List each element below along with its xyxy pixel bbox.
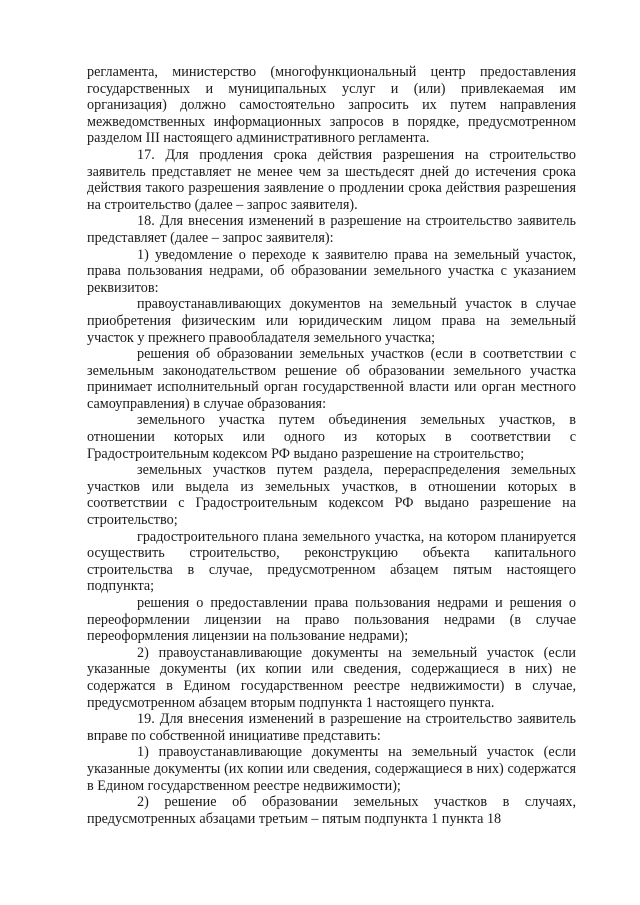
paragraph-19-subitem-2: 2) решение об образовании земельных участков в случаях, предусмотренных абзацами третьим – пятым подпункта 1 пункта 18 — [87, 794, 576, 827]
paragraph-18-subitem-1: 1) уведомление о переходе к заявителю права на земельный участок, права пользования недрами, об образовании земельного участка с указанием реквизитов: — [87, 246, 576, 296]
paragraph-item-18: 18. Для внесения изменений в разрешение на строительство заявитель представляет (далее – запрос заявителя): — [87, 213, 576, 246]
paragraph-continuation: регламента, министерство (многофункциональный центр предоставления государственных и муниципальных услуг и (или) привлекаемая им организация) должно самостоятельно запросить их путем направления межведомственных информационных запросов в порядке, предусмотренном разделом III настоящего административного регламента. — [87, 64, 576, 147]
paragraph-18-subitem-2: 2) правоустанавливающие документы на земельный участок (если указанные документы (их копии или сведения, содержащиеся в них) не содержатся в Едином государственном реестре недвижимости) в случае, предусмотренном абзацем вторым подпункта 1 настоящего пункта. — [87, 644, 576, 711]
paragraph-18-1-land-formation-decision: решения об образовании земельных участков (если в соответствии с земельным законодательством решение об образовании земельного участка принимает исполнительный орган государственной власти или орган местного самоуправления) в случае образования: — [87, 346, 576, 412]
paragraph-18-1-urban-plan: градостроительного плана земельного участка, на котором планируется осуществить строительство, реконструкцию объекта капитального строительства в случае, предусмотренном абзацем пятым настоящего подпункта; — [87, 528, 576, 595]
paragraph-item-19: 19. Для внесения изменений в разрешение на строительство заявитель вправе по собственной инициативе представить: — [87, 711, 576, 744]
document-body — [87, 64, 576, 827]
paragraph-19-subitem-1: 1) правоустанавливающие документы на земельный участок (если указанные документы (их копии или сведения, содержащиеся в них) содержатся в Едином государственном реестре недвижимости); — [87, 744, 576, 794]
paragraph-18-1-title-documents: правоустанавливающих документов на земельный участок в случае приобретения физическим или юридическим лицом права на земельный участок у прежнего правообладателя земельного участка; — [87, 296, 576, 346]
paragraph-item-17: 17. Для продления срока действия разрешения на строительство заявитель представляет не менее чем за шестьдесят дней до истечения срока действия такого разрешения заявление о продлении срока действия разрешения на строительство (далее – запрос заявителя). — [87, 146, 576, 213]
paragraph-18-1-merging-plots: земельного участка путем объединения земельных участков, в отношении которых или одного из которых в соответствии с Градостроительным кодексом РФ выдано разрешение на строительство; — [87, 412, 576, 462]
paragraph-18-1-subsoil-rights: решения о предоставлении права пользования недрами и решения о переоформлении лицензии на право пользования недрами (в случае переоформления лицензии на пользование недрами); — [87, 595, 576, 645]
paragraph-18-1-dividing-plots: земельных участков путем раздела, перераспределения земельных участков или выдела из земельных участков, в отношении которых в соответствии с Градостроительным кодексом РФ выдано разрешение на строительство; — [87, 462, 576, 529]
